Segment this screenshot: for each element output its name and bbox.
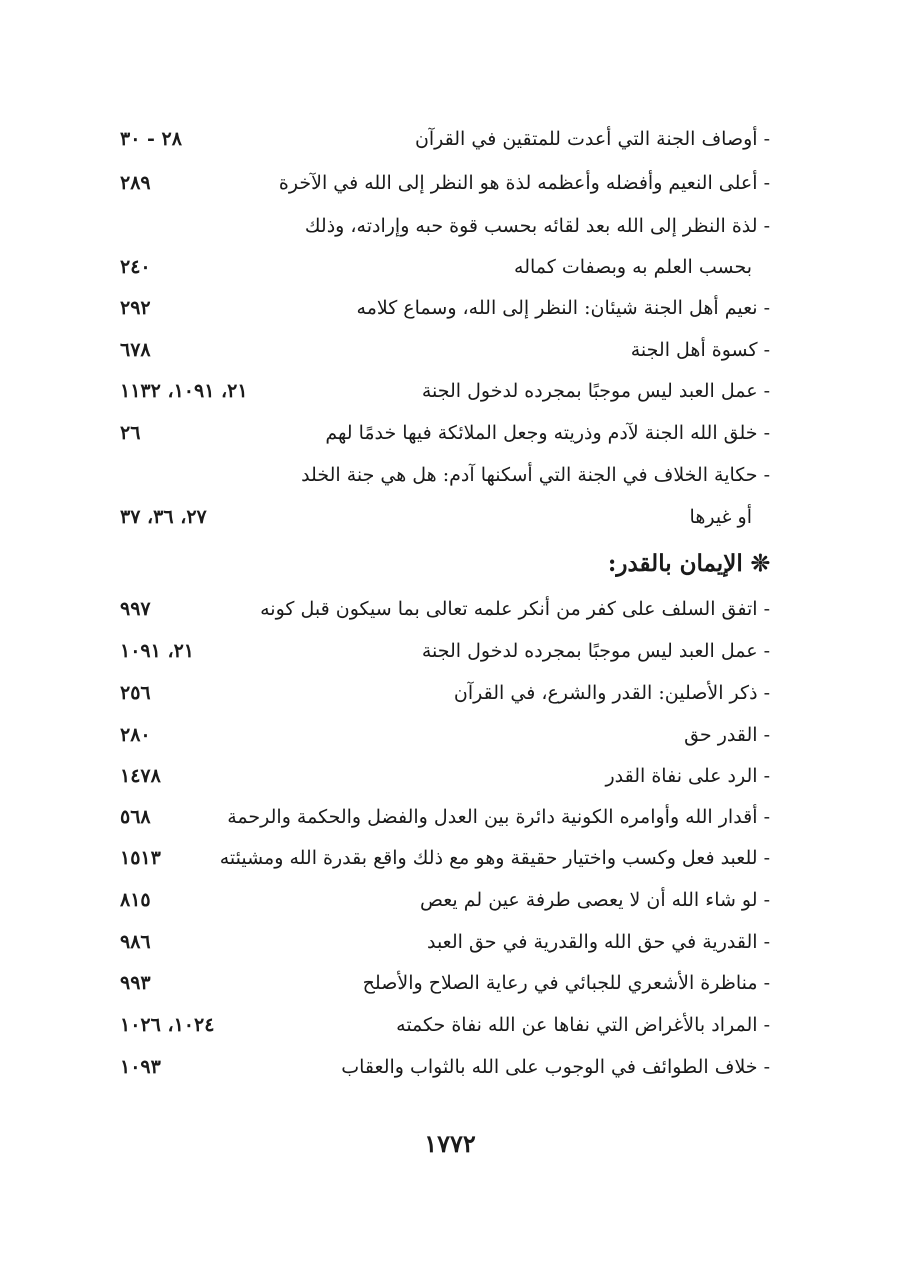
section-heading: ❊ الإيمان بالقدر: xyxy=(607,550,770,577)
entry-text: - مناظرة الأشعري للجبائي في رعاية الصلاح والأصلح xyxy=(362,972,770,994)
index-entry xyxy=(120,460,770,490)
entry-text: - لو شاء الله أن لا يعصى طرفة عين لم يعص xyxy=(419,889,770,911)
entry-text: - للعبد فعل وكسب واختيار حقيقة وهو مع ذلك واقع بقدرة الله ومشيئته xyxy=(219,847,770,869)
index-entry xyxy=(120,335,770,365)
entry-page-refs: ٢٤٠ xyxy=(120,256,151,278)
entry-text: - عمل العبد ليس موجبًا بمجرده لدخول الجنة xyxy=(421,380,770,402)
page-number: ١٧٧٢ xyxy=(424,1129,476,1158)
entry-text: - القدرية في حق الله والقدرية في حق العبد xyxy=(426,931,770,953)
entry-page-refs: ١٠٢٤، ١٠٢٦ xyxy=(120,1014,215,1036)
entry-text: - عمل العبد ليس موجبًا بمجرده لدخول الجنة xyxy=(421,640,770,662)
entry-page-refs: ١٠٩٣ xyxy=(120,1056,161,1078)
entry-page-refs: ٩٩٧ xyxy=(120,598,151,620)
entry-text: - أوصاف الجنة التي أعدت للمتقين في القرآن xyxy=(414,128,770,150)
index-entry xyxy=(120,636,770,666)
entry-text: - الرد على نفاة القدر xyxy=(605,765,770,787)
index-entry-continuation xyxy=(120,252,770,282)
entry-page-refs: ٢٩٢ xyxy=(120,297,151,319)
entry-text: - المراد بالأغراض التي نفاها عن الله نفاة حكمته xyxy=(396,1014,770,1036)
index-entry xyxy=(120,720,770,750)
entry-page-refs: ٩٨٦ xyxy=(120,931,151,953)
index-entry-continuation xyxy=(120,502,770,532)
index-entry xyxy=(120,885,770,915)
entry-text: - ذكر الأصلين: القدر والشرع، في القرآن xyxy=(453,682,770,704)
entry-page-refs: ١٤٧٨ xyxy=(120,765,161,787)
entry-page-refs: ١٥١٣ xyxy=(120,847,161,869)
entry-page-refs: ٢١، ١٠٩١، ١١٣٢ xyxy=(120,380,248,402)
entry-text: - خلق الله الجنة لآدم وذريته وجعل الملائكة فيها خدمًا لهم xyxy=(325,422,770,444)
entry-page-refs: ٢٨٠ xyxy=(120,724,151,746)
entry-text: - أقدار الله وأوامره الكونية دائرة بين العدل والفضل والحكمة والرحمة xyxy=(227,806,770,828)
index-entry xyxy=(120,1010,770,1040)
index-entry xyxy=(120,968,770,998)
index-entry xyxy=(120,927,770,957)
index-entry xyxy=(120,124,770,154)
entry-text: أو غيرها xyxy=(689,506,752,528)
entry-page-refs: ٩٩٣ xyxy=(120,972,151,994)
entry-page-refs: ٢٨ - ٣٠ xyxy=(120,128,182,150)
entry-text: - كسوة أهل الجنة xyxy=(630,339,770,361)
entry-text: - اتفق السلف على كفر من أنكر علمه تعالى بما سيكون قبل كونه xyxy=(260,598,770,620)
index-entry xyxy=(120,594,770,624)
index-entry xyxy=(120,211,770,241)
index-entry xyxy=(120,843,770,873)
entry-page-refs: ٥٦٨ xyxy=(120,806,151,828)
entry-text: - أعلى النعيم وأفضله وأعظمه لذة هو النظر إلى الله في الآخرة xyxy=(278,172,770,194)
index-entry xyxy=(120,1052,770,1082)
index-entry xyxy=(120,678,770,708)
entry-page-refs: ٢٨٩ xyxy=(120,172,151,194)
entry-page-refs: ٢٦ xyxy=(120,422,141,444)
entry-text: بحسب العلم به وبصفات كماله xyxy=(514,256,752,278)
entry-page-refs: ٢٥٦ xyxy=(120,682,151,704)
index-entry xyxy=(120,293,770,323)
entry-page-refs: ٨١٥ xyxy=(120,889,151,911)
entry-text: - لذة النظر إلى الله بعد لقائه بحسب قوة حبه وإرادته، وذلك xyxy=(304,215,770,237)
index-entry xyxy=(120,376,770,406)
entry-text: - حكاية الخلاف في الجنة التي أسكنها آدم: هل هي جنة الخلد xyxy=(301,464,770,486)
entry-page-refs: ٢١، ١٠٩١ xyxy=(120,640,194,662)
index-entry xyxy=(120,418,770,448)
entry-text: - خلاف الطوائف في الوجوب على الله بالثواب والعقاب xyxy=(341,1056,770,1078)
entry-page-refs: ٢٧، ٣٦، ٣٧ xyxy=(120,506,207,528)
entry-page-refs: ٦٧٨ xyxy=(120,339,151,361)
entry-text: - نعيم أهل الجنة شيئان: النظر إلى الله، وسماع كلامه xyxy=(356,297,770,319)
entry-text: - القدر حق xyxy=(684,724,770,746)
index-entry xyxy=(120,168,770,198)
index-entry xyxy=(120,802,770,832)
index-entry xyxy=(120,761,770,791)
